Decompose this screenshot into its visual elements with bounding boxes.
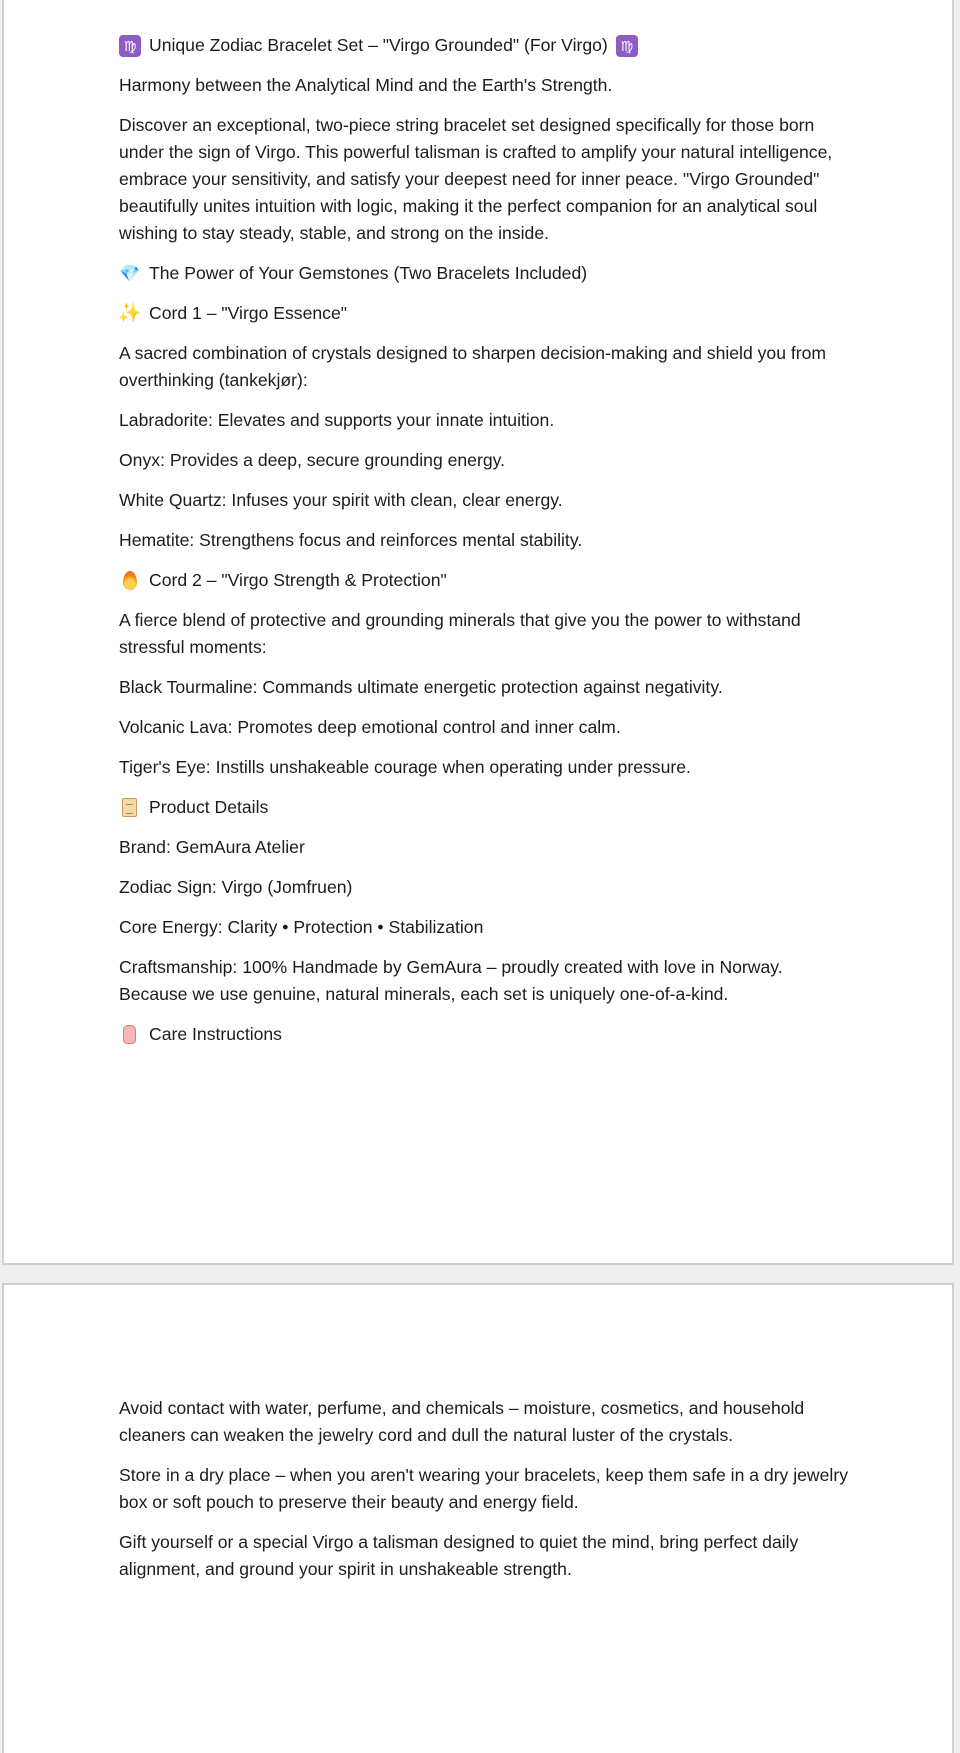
cord2-description: A fierce blend of protective and grounding minerals that give you the power to withstand stressful moments: [119,610,801,657]
intro-paragraph: Discover an exceptional, two-piece string bracelet set designed specifically for those born under the sign of Virgo. This powerful talisman is crafted to amplify your natural intelligence, embrace your sensitivity, and satisfy your deepest need for inner peace. "Virgo Grounded" beautifully unites intuition with logic, making it the perfect companion for an analytical soul wishing to stay steady, stable, and strong on the inside. [119,115,833,243]
cord1-stone: Onyx: Provides a deep, secure grounding energy. [119,450,505,470]
gem-icon: 💎 [119,264,141,283]
cord1-heading-text: Cord 1 – "Virgo Essence" [149,303,347,323]
cord1-stone: White Quartz: Infuses your spirit with clean, clear energy. [119,490,563,510]
care-paragraph: Store in a dry place – when you aren't wearing your bracelets, keep them safe in a dry jewelry box or soft pouch to preserve their beauty and energy field. [119,1465,848,1512]
sparkles-icon: ✨ [118,303,142,324]
gemstones-heading-text: The Power of Your Gemstones (Two Bracelets Included) [149,263,588,283]
gemstones-heading [119,260,849,287]
document-page-1 [2,0,954,1265]
product-title-text: Unique Zodiac Bracelet Set – "Virgo Grounded" (For Virgo) [149,35,608,55]
detail-item: Core Energy: Clarity • Protection • Stabilization [119,917,484,937]
tagline: Harmony between the Analytical Mind and the Earth's Strength. [119,75,613,95]
cord1-heading [119,300,849,327]
cord2-stone: Black Tourmaline: Commands ultimate energetic protection against negativity. [119,677,723,697]
detail-item: Zodiac Sign: Virgo (Jomfruen) [119,877,353,897]
details-heading [119,794,849,821]
virgo-sign-icon: ♍ [119,35,141,57]
product-title [119,32,849,59]
cord2-heading [119,567,849,594]
cord1-stone: Hematite: Strengthens focus and reinforces mental stability. [119,530,583,550]
document-page-2 [2,1283,954,1753]
virgo-sign-icon: ♍ [616,35,638,57]
lotion-bottle-icon [123,1025,136,1044]
flame-icon [123,571,137,590]
cord1-stone: Labradorite: Elevates and supports your innate intuition. [119,410,555,430]
care-heading [119,1021,849,1048]
clipboard-icon [122,798,137,817]
care-paragraph: Avoid contact with water, perfume, and chemicals – moisture, cosmetics, and household cleaners can weaken the jewelry cord and dull the natural luster of the crystals. [119,1398,805,1445]
cord2-heading-text: Cord 2 – "Virgo Strength & Protection" [149,570,447,590]
cord2-stone: Tiger's Eye: Instills unshakeable courage when operating under pressure. [119,757,691,777]
detail-item: Craftsmanship: 100% Handmade by GemAura – proudly created with love in Norway. Because we use genuine, natural minerals, each set is uniquely one-of-a-kind. [119,957,783,1004]
details-heading-text: Product Details [149,797,269,817]
cord1-description: A sacred combination of crystals designed to sharpen decision-making and shield you from overthinking (tankekjør): [119,343,827,390]
cord2-stone: Volcanic Lava: Promotes deep emotional control and inner calm. [119,717,621,737]
closing-paragraph: Gift yourself or a special Virgo a talisman designed to quiet the mind, bring perfect daily alignment, and ground your spirit in unshakeable strength. [119,1532,799,1579]
detail-item: Brand: GemAura Atelier [119,837,305,857]
page-2-content [119,1395,849,1596]
care-heading-text: Care Instructions [149,1024,282,1044]
page-1-content [119,32,849,1061]
